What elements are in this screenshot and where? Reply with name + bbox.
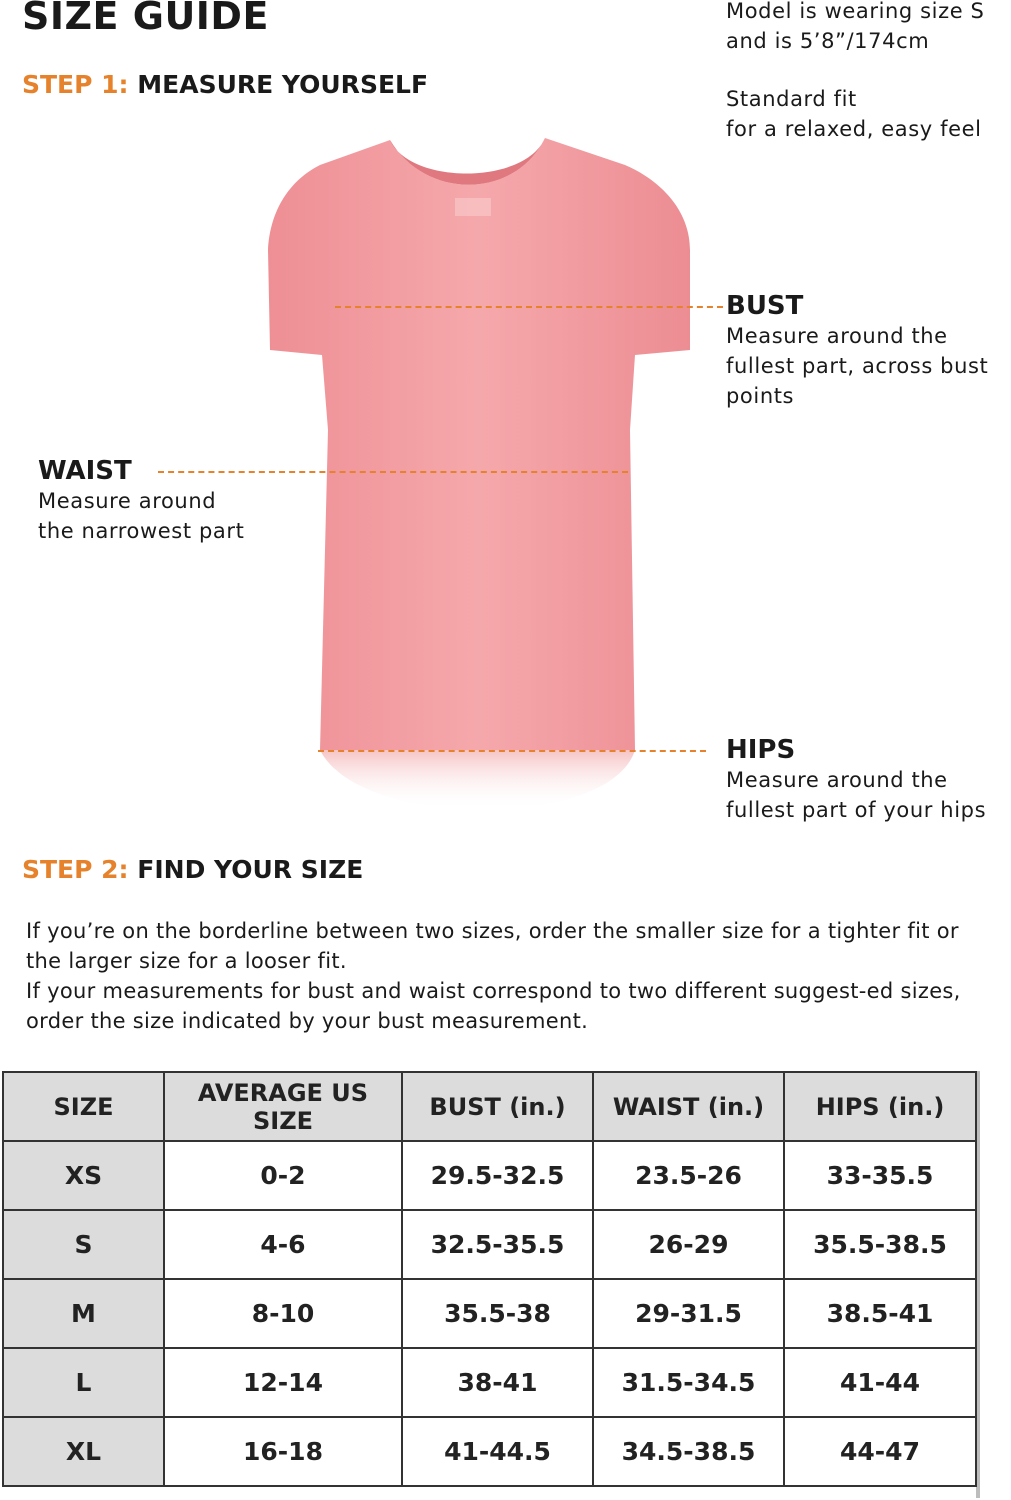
model-note-line-1: Model is wearing size S [726, 0, 985, 23]
header-average-us-size: AVERAGE US SIZE [164, 1072, 402, 1141]
hips-cell: 41-44 [784, 1348, 976, 1417]
waist-cell: 26-29 [593, 1210, 784, 1279]
bust-cell: 41-44.5 [402, 1417, 593, 1486]
size-cell: L [3, 1348, 164, 1417]
bust-guide-line [335, 306, 723, 308]
bust-heading: BUST [726, 291, 804, 321]
hips-cell: 33-35.5 [784, 1141, 976, 1210]
size-chart-table [2, 1071, 977, 1487]
hips-desc-line-2: fullest part of your hips [726, 798, 987, 822]
bust-cell: 38-41 [402, 1348, 593, 1417]
hips-desc-line-1: Measure around the [726, 768, 948, 792]
model-note-line-2: and is 5’8”/174cm [726, 29, 930, 53]
header-size: SIZE [3, 1072, 164, 1141]
step-2-heading [22, 855, 363, 884]
waist-cell: 29-31.5 [593, 1279, 784, 1348]
table-row [3, 1141, 976, 1210]
us-size-cell: 0-2 [164, 1141, 402, 1210]
waist-heading: WAIST [38, 456, 132, 486]
table-row [3, 1210, 976, 1279]
hips-cell: 44-47 [784, 1417, 976, 1486]
header-waist: WAIST (in.) [593, 1072, 784, 1141]
waist-desc-line-2: the narrowest part [38, 519, 245, 543]
table-header-row [3, 1072, 976, 1141]
hips-cell: 35.5-38.5 [784, 1210, 976, 1279]
waist-cell: 31.5-34.5 [593, 1348, 784, 1417]
step-2-text: FIND YOUR SIZE [137, 855, 364, 884]
step-1-text: MEASURE YOURSELF [137, 70, 429, 99]
bust-cell: 29.5-32.5 [402, 1141, 593, 1210]
bust-desc-line-1: Measure around the [726, 324, 948, 348]
waist-label [38, 456, 244, 546]
fit-note [726, 84, 982, 144]
us-size-cell: 16-18 [164, 1417, 402, 1486]
bust-cell: 32.5-35.5 [402, 1210, 593, 1279]
bust-desc-line-2: fullest part, across bust [726, 354, 989, 378]
hips-guide-line [318, 750, 706, 752]
us-size-cell: 4-6 [164, 1210, 402, 1279]
pink-tshirt-image [250, 130, 720, 900]
page-title: SIZE GUIDE [22, 0, 269, 38]
hips-label [726, 735, 986, 825]
size-cell: XS [3, 1141, 164, 1210]
step-2-number: STEP 2: [22, 855, 129, 884]
step-1-number: STEP 1: [22, 70, 129, 99]
size-instructions [26, 916, 986, 1036]
us-size-cell: 8-10 [164, 1279, 402, 1348]
size-cell: M [3, 1279, 164, 1348]
header-hips: HIPS (in.) [784, 1072, 976, 1141]
model-note [726, 0, 984, 56]
waist-cell: 23.5-26 [593, 1141, 784, 1210]
hips-cell: 38.5-41 [784, 1279, 976, 1348]
fit-note-line-1: Standard fit [726, 87, 857, 111]
step-1-heading [22, 70, 428, 99]
fit-note-line-2: for a relaxed, easy feel [726, 117, 982, 141]
hips-heading: HIPS [726, 735, 796, 765]
instruction-paragraph-1: If you’re on the borderline between two sizes, order the smaller size for a tighter fit or the larger size for a looser fit. [26, 919, 959, 973]
waist-cell: 34.5-38.5 [593, 1417, 784, 1486]
bust-label [726, 291, 988, 411]
bust-desc-line-3: points [726, 384, 795, 408]
table-row [3, 1348, 976, 1417]
waist-desc-line-1: Measure around [38, 489, 217, 513]
table-row [3, 1279, 976, 1348]
bust-cell: 35.5-38 [402, 1279, 593, 1348]
instruction-paragraph-2: If your measurements for bust and waist correspond to two different suggest-ed sizes, order the size indicated by your bust measurement. [26, 979, 961, 1033]
size-cell: XL [3, 1417, 164, 1486]
table-row [3, 1417, 976, 1486]
header-bust: BUST (in.) [402, 1072, 593, 1141]
us-size-cell: 12-14 [164, 1348, 402, 1417]
size-cell: S [3, 1210, 164, 1279]
